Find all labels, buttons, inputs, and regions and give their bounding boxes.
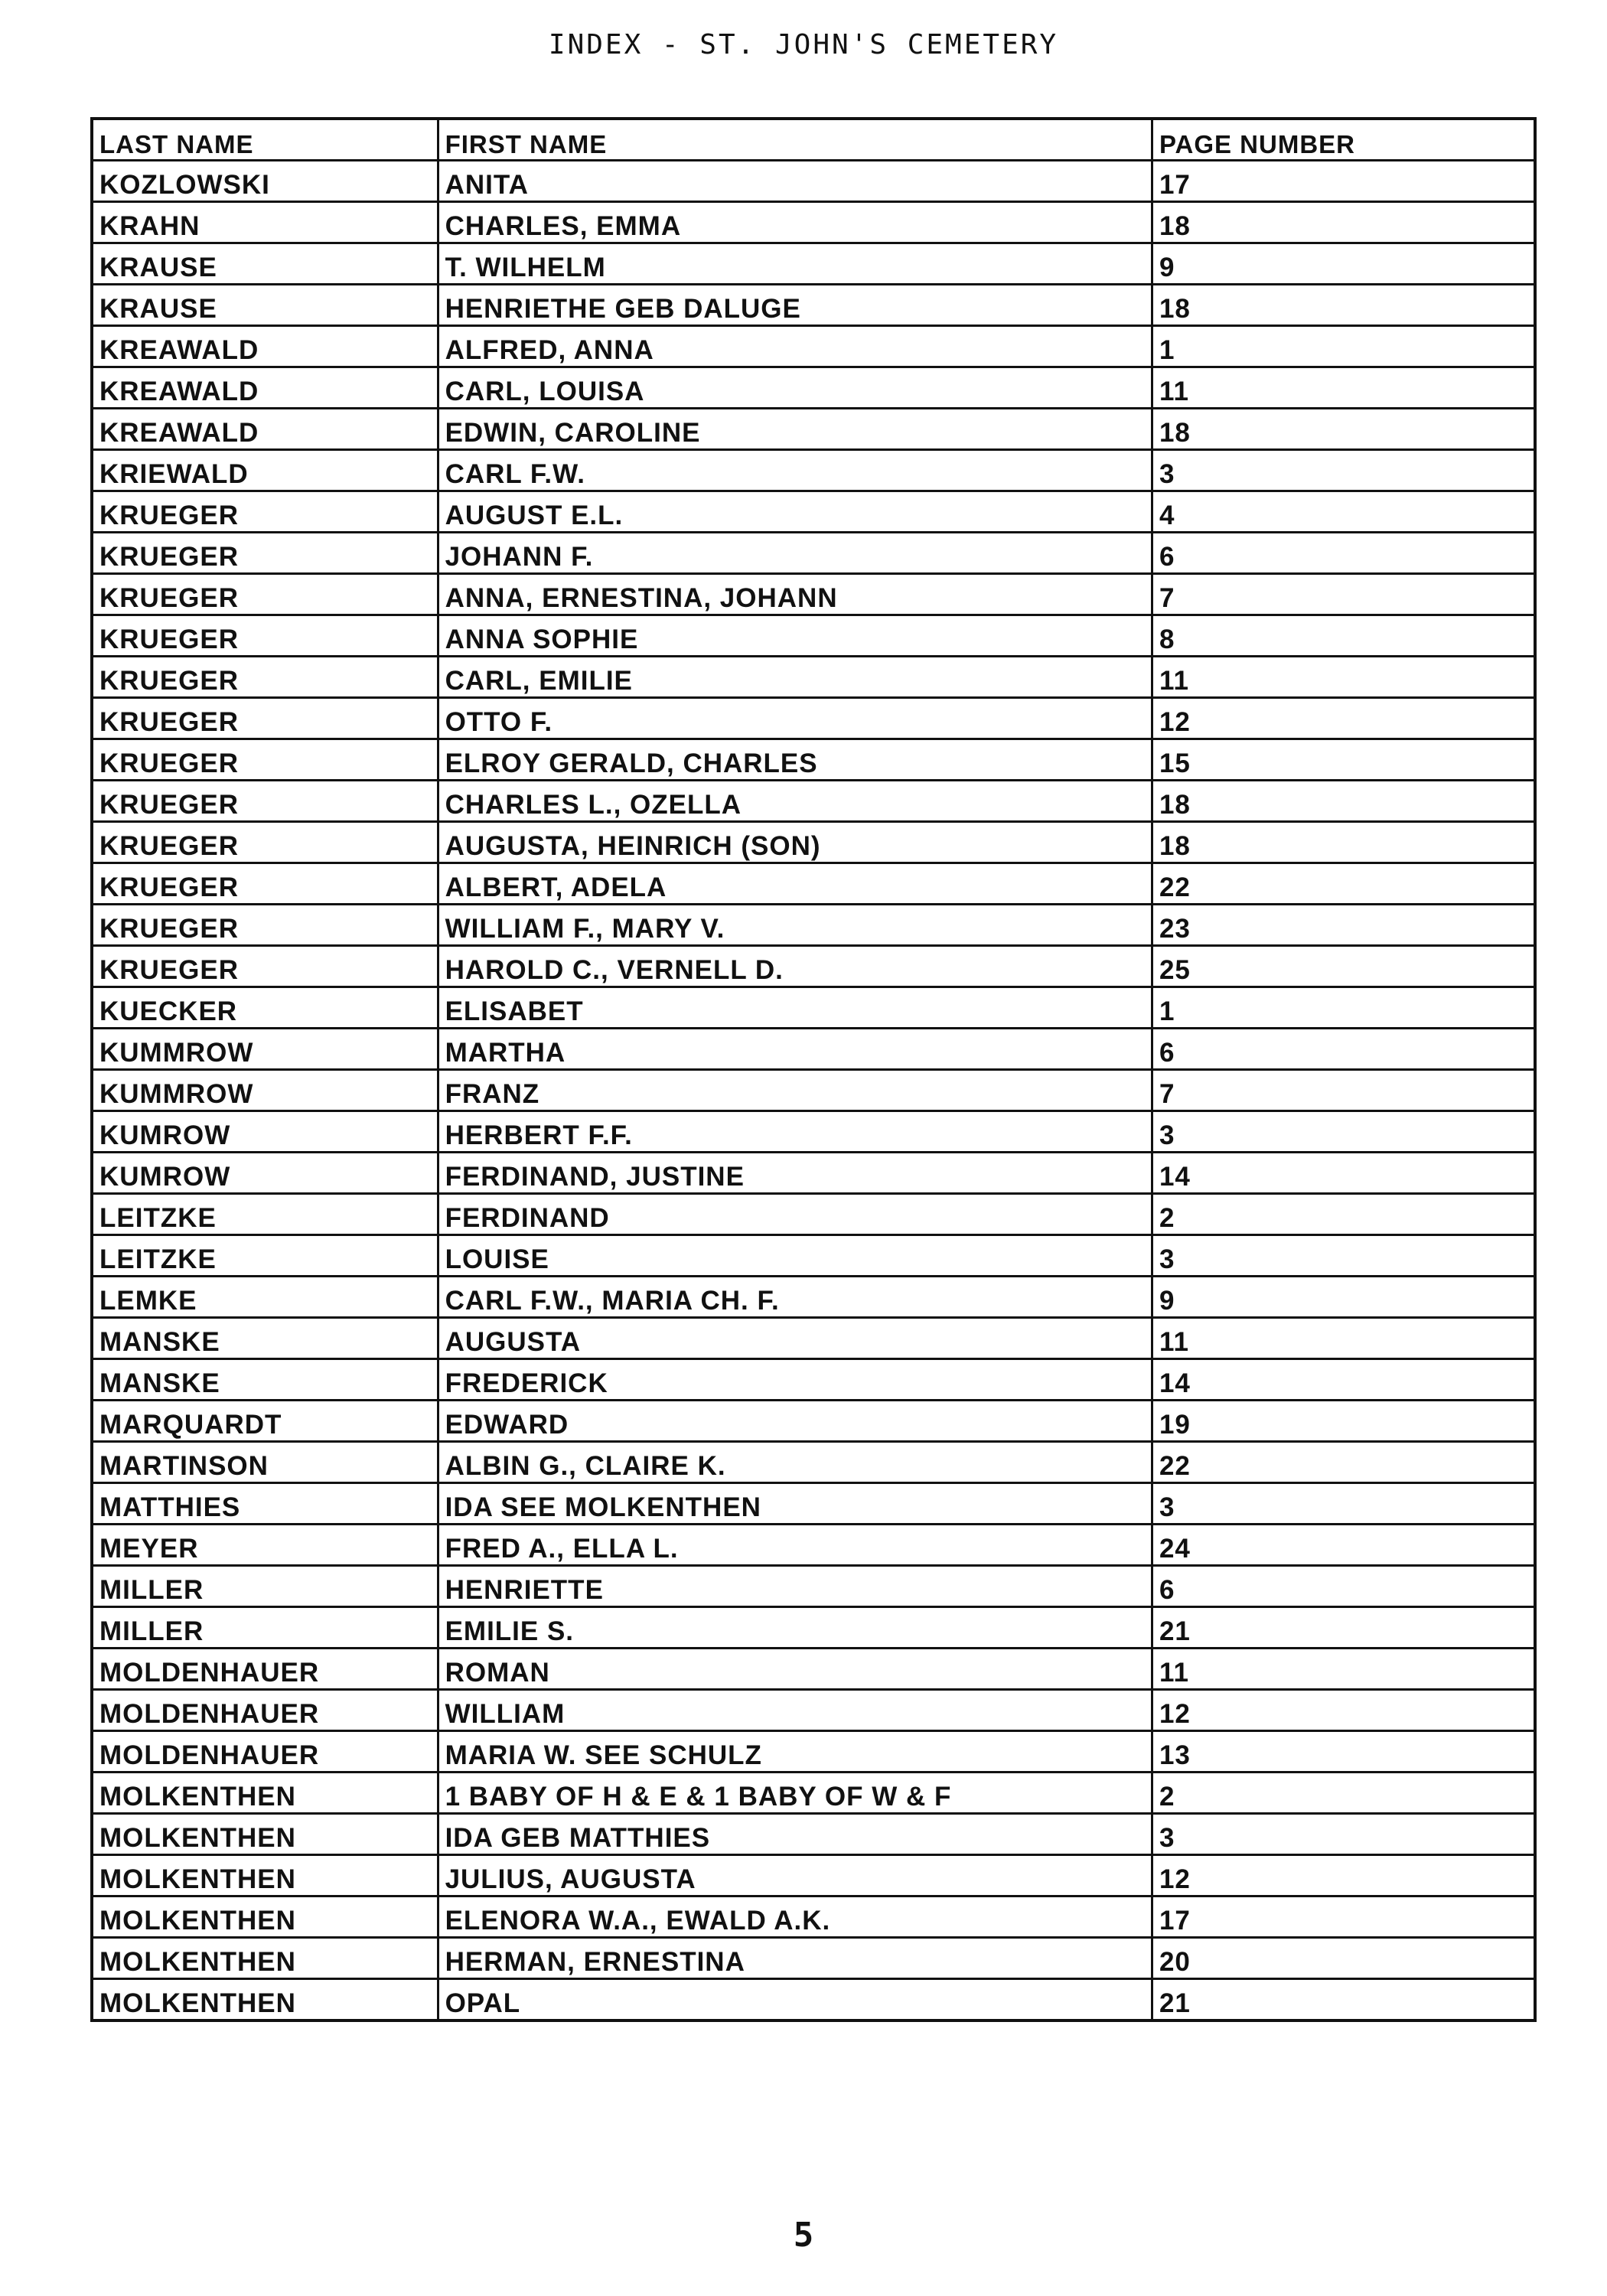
header-row (92, 119, 1535, 161)
table-row (92, 1070, 1535, 1111)
first-name-cell: ANITA (438, 161, 1152, 202)
header-first-name: FIRST NAME (438, 119, 1152, 161)
last-name-cell: MARQUARDT (92, 1401, 438, 1442)
table-row (92, 574, 1535, 615)
page-number-cell: 18 (1152, 285, 1535, 326)
page-number-cell: 13 (1152, 1731, 1535, 1773)
page-number-cell: 6 (1152, 533, 1535, 574)
page-number-cell: 4 (1152, 491, 1535, 533)
page-number-cell: 12 (1152, 1855, 1535, 1896)
page-number-cell: 3 (1152, 1814, 1535, 1855)
page-number-cell: 23 (1152, 905, 1535, 946)
table-row (92, 1896, 1535, 1938)
table-row (92, 533, 1535, 574)
first-name-cell: WILLIAM (438, 1690, 1152, 1731)
first-name-cell: AUGUSTA (438, 1318, 1152, 1359)
page-number-cell: 7 (1152, 574, 1535, 615)
page-number-cell: 12 (1152, 698, 1535, 739)
first-name-cell: FREDERICK (438, 1359, 1152, 1401)
last-name-cell: KREAWALD (92, 326, 438, 367)
last-name-cell: KRUEGER (92, 905, 438, 946)
last-name-cell: KRUEGER (92, 574, 438, 615)
first-name-cell: HERMAN, ERNESTINA (438, 1938, 1152, 1979)
page-number-cell: 17 (1152, 1896, 1535, 1938)
table-row (92, 243, 1535, 285)
table-row (92, 657, 1535, 698)
first-name-cell: IDA GEB MATTHIES (438, 1814, 1152, 1855)
table-row (92, 1731, 1535, 1773)
first-name-cell: EMILIE S. (438, 1607, 1152, 1649)
table-row (92, 1111, 1535, 1153)
first-name-cell: ALFRED, ANNA (438, 326, 1152, 367)
table-row (92, 491, 1535, 533)
last-name-cell: MILLER (92, 1607, 438, 1649)
table-row (92, 1483, 1535, 1525)
page-number-cell: 15 (1152, 739, 1535, 781)
first-name-cell: T. WILHELM (438, 243, 1152, 285)
table-row (92, 822, 1535, 863)
table-row (92, 781, 1535, 822)
last-name-cell: KRUEGER (92, 657, 438, 698)
page-number-cell: 7 (1152, 1070, 1535, 1111)
page-number-cell: 12 (1152, 1690, 1535, 1731)
first-name-cell: ANNA SOPHIE (438, 615, 1152, 657)
table-row (92, 1814, 1535, 1855)
last-name-cell: KRAUSE (92, 243, 438, 285)
first-name-cell: ANNA, ERNESTINA, JOHANN (438, 574, 1152, 615)
table-row (92, 1401, 1535, 1442)
table-row (92, 946, 1535, 987)
first-name-cell: HERBERT F.F. (438, 1111, 1152, 1153)
last-name-cell: LEITZKE (92, 1235, 438, 1277)
last-name-cell: KRAHN (92, 202, 438, 243)
last-name-cell: MOLKENTHEN (92, 1979, 438, 2021)
last-name-cell: MOLKENTHEN (92, 1896, 438, 1938)
first-name-cell: FERDINAND (438, 1194, 1152, 1235)
first-name-cell: ELENORA W.A., EWALD A.K. (438, 1896, 1152, 1938)
page-number-cell: 1 (1152, 987, 1535, 1029)
page-number-cell: 22 (1152, 1442, 1535, 1483)
table-row (92, 1525, 1535, 1566)
index-table (90, 117, 1537, 2022)
header-page-number: PAGE NUMBER (1152, 119, 1535, 161)
first-name-cell: ALBERT, ADELA (438, 863, 1152, 905)
last-name-cell: KRIEWALD (92, 450, 438, 491)
last-name-cell: MOLKENTHEN (92, 1938, 438, 1979)
first-name-cell: CHARLES, EMMA (438, 202, 1152, 243)
table-row (92, 202, 1535, 243)
first-name-cell: HAROLD C., VERNELL D. (438, 946, 1152, 987)
first-name-cell: HENRIETTE (438, 1566, 1152, 1607)
first-name-cell: ALBIN G., CLAIRE K. (438, 1442, 1152, 1483)
first-name-cell: JULIUS, AUGUSTA (438, 1855, 1152, 1896)
last-name-cell: KRUEGER (92, 946, 438, 987)
last-name-cell: KUECKER (92, 987, 438, 1029)
page-number-cell: 22 (1152, 863, 1535, 905)
first-name-cell: CARL, LOUISA (438, 367, 1152, 409)
table-row (92, 285, 1535, 326)
table-row (92, 326, 1535, 367)
last-name-cell: MOLDENHAUER (92, 1731, 438, 1773)
page-number-cell: 21 (1152, 1607, 1535, 1649)
last-name-cell: KUMROW (92, 1111, 438, 1153)
last-name-cell: LEITZKE (92, 1194, 438, 1235)
table-row (92, 1855, 1535, 1896)
first-name-cell: CARL F.W., MARIA CH. F. (438, 1277, 1152, 1318)
table-row (92, 1235, 1535, 1277)
page-number-cell: 3 (1152, 1483, 1535, 1525)
page-number-cell: 14 (1152, 1153, 1535, 1194)
table-row (92, 987, 1535, 1029)
first-name-cell: HENRIETHE GEB DALUGE (438, 285, 1152, 326)
table-row (92, 615, 1535, 657)
table-row (92, 1442, 1535, 1483)
page-number-cell: 6 (1152, 1566, 1535, 1607)
last-name-cell: KRUEGER (92, 698, 438, 739)
page-number-cell: 1 (1152, 326, 1535, 367)
table-row (92, 1773, 1535, 1814)
page-number-cell: 19 (1152, 1401, 1535, 1442)
first-name-cell: IDA SEE MOLKENTHEN (438, 1483, 1152, 1525)
last-name-cell: KREAWALD (92, 367, 438, 409)
table-row (92, 1979, 1535, 2021)
last-name-cell: KRUEGER (92, 863, 438, 905)
last-name-cell: LEMKE (92, 1277, 438, 1318)
table-row (92, 450, 1535, 491)
first-name-cell: MARIA W. SEE SCHULZ (438, 1731, 1152, 1773)
header-last-name: LAST NAME (92, 119, 438, 161)
page-number-cell: 21 (1152, 1979, 1535, 2021)
page-number-cell: 20 (1152, 1938, 1535, 1979)
page-number-cell: 18 (1152, 822, 1535, 863)
page-number-cell: 11 (1152, 1318, 1535, 1359)
first-name-cell: EDWIN, CAROLINE (438, 409, 1152, 450)
page-number-cell: 25 (1152, 946, 1535, 987)
first-name-cell: 1 BABY OF H & E & 1 BABY OF W & F (438, 1773, 1152, 1814)
last-name-cell: KRUEGER (92, 491, 438, 533)
first-name-cell: EDWARD (438, 1401, 1152, 1442)
page-number-cell: 6 (1152, 1029, 1535, 1070)
last-name-cell: KUMMROW (92, 1029, 438, 1070)
first-name-cell: MARTHA (438, 1029, 1152, 1070)
page-number-cell: 24 (1152, 1525, 1535, 1566)
table-row (92, 863, 1535, 905)
first-name-cell: FRANZ (438, 1070, 1152, 1111)
page-number-cell: 8 (1152, 615, 1535, 657)
last-name-cell: MOLKENTHEN (92, 1773, 438, 1814)
table-row (92, 1359, 1535, 1401)
page-number-cell: 3 (1152, 1235, 1535, 1277)
table-row (92, 1153, 1535, 1194)
table-row (92, 1318, 1535, 1359)
page-number-cell: 3 (1152, 450, 1535, 491)
first-name-cell: OTTO F. (438, 698, 1152, 739)
table-row (92, 905, 1535, 946)
page-number-cell: 3 (1152, 1111, 1535, 1153)
first-name-cell: CARL, EMILIE (438, 657, 1152, 698)
first-name-cell: AUGUST E.L. (438, 491, 1152, 533)
last-name-cell: KRUEGER (92, 615, 438, 657)
page-number-cell: 17 (1152, 161, 1535, 202)
page-number-cell: 11 (1152, 367, 1535, 409)
table-row (92, 409, 1535, 450)
first-name-cell: WILLIAM F., MARY V. (438, 905, 1152, 946)
table-row (92, 1029, 1535, 1070)
last-name-cell: KRAUSE (92, 285, 438, 326)
table-row (92, 1277, 1535, 1318)
first-name-cell: CARL F.W. (438, 450, 1152, 491)
last-name-cell: MARTINSON (92, 1442, 438, 1483)
page-number-cell: 2 (1152, 1194, 1535, 1235)
page-number-cell: 11 (1152, 1649, 1535, 1690)
page-number-cell: 18 (1152, 202, 1535, 243)
last-name-cell: MOLDENHAUER (92, 1690, 438, 1731)
last-name-cell: KUMMROW (92, 1070, 438, 1111)
last-name-cell: MEYER (92, 1525, 438, 1566)
page-number-cell: 9 (1152, 243, 1535, 285)
last-name-cell: KREAWALD (92, 409, 438, 450)
last-name-cell: MANSKE (92, 1318, 438, 1359)
first-name-cell: FERDINAND, JUSTINE (438, 1153, 1152, 1194)
table-row (92, 1194, 1535, 1235)
table-row (92, 161, 1535, 202)
last-name-cell: MOLKENTHEN (92, 1814, 438, 1855)
table-row (92, 698, 1535, 739)
table-row (92, 1690, 1535, 1731)
page-number-cell: 11 (1152, 657, 1535, 698)
first-name-cell: OPAL (438, 1979, 1152, 2021)
last-name-cell: KRUEGER (92, 739, 438, 781)
last-name-cell: KRUEGER (92, 822, 438, 863)
table-row (92, 739, 1535, 781)
table-row (92, 1649, 1535, 1690)
table-row (92, 1938, 1535, 1979)
first-name-cell: FRED A., ELLA L. (438, 1525, 1152, 1566)
last-name-cell: MANSKE (92, 1359, 438, 1401)
last-name-cell: MILLER (92, 1566, 438, 1607)
first-name-cell: CHARLES L., OZELLA (438, 781, 1152, 822)
page-number-cell: 18 (1152, 409, 1535, 450)
first-name-cell: JOHANN F. (438, 533, 1152, 574)
first-name-cell: AUGUSTA, HEINRICH (SON) (438, 822, 1152, 863)
last-name-cell: KRUEGER (92, 781, 438, 822)
last-name-cell: MOLKENTHEN (92, 1855, 438, 1896)
page-number-cell: 9 (1152, 1277, 1535, 1318)
first-name-cell: ELROY GERALD, CHARLES (438, 739, 1152, 781)
page-number-cell: 18 (1152, 781, 1535, 822)
first-name-cell: ELISABET (438, 987, 1152, 1029)
page-title: INDEX - ST. JOHN'S CEMETERY (548, 29, 1059, 60)
page-number-cell: 2 (1152, 1773, 1535, 1814)
first-name-cell: ROMAN (438, 1649, 1152, 1690)
last-name-cell: KOZLOWSKI (92, 161, 438, 202)
table-row (92, 367, 1535, 409)
table-row (92, 1566, 1535, 1607)
first-name-cell: LOUISE (438, 1235, 1152, 1277)
page-number-cell: 14 (1152, 1359, 1535, 1401)
last-name-cell: KUMROW (92, 1153, 438, 1194)
last-name-cell: KRUEGER (92, 533, 438, 574)
last-name-cell: MOLDENHAUER (92, 1649, 438, 1690)
last-name-cell: MATTHIES (92, 1483, 438, 1525)
table-row (92, 1607, 1535, 1649)
page-number: 5 (793, 2216, 814, 2255)
